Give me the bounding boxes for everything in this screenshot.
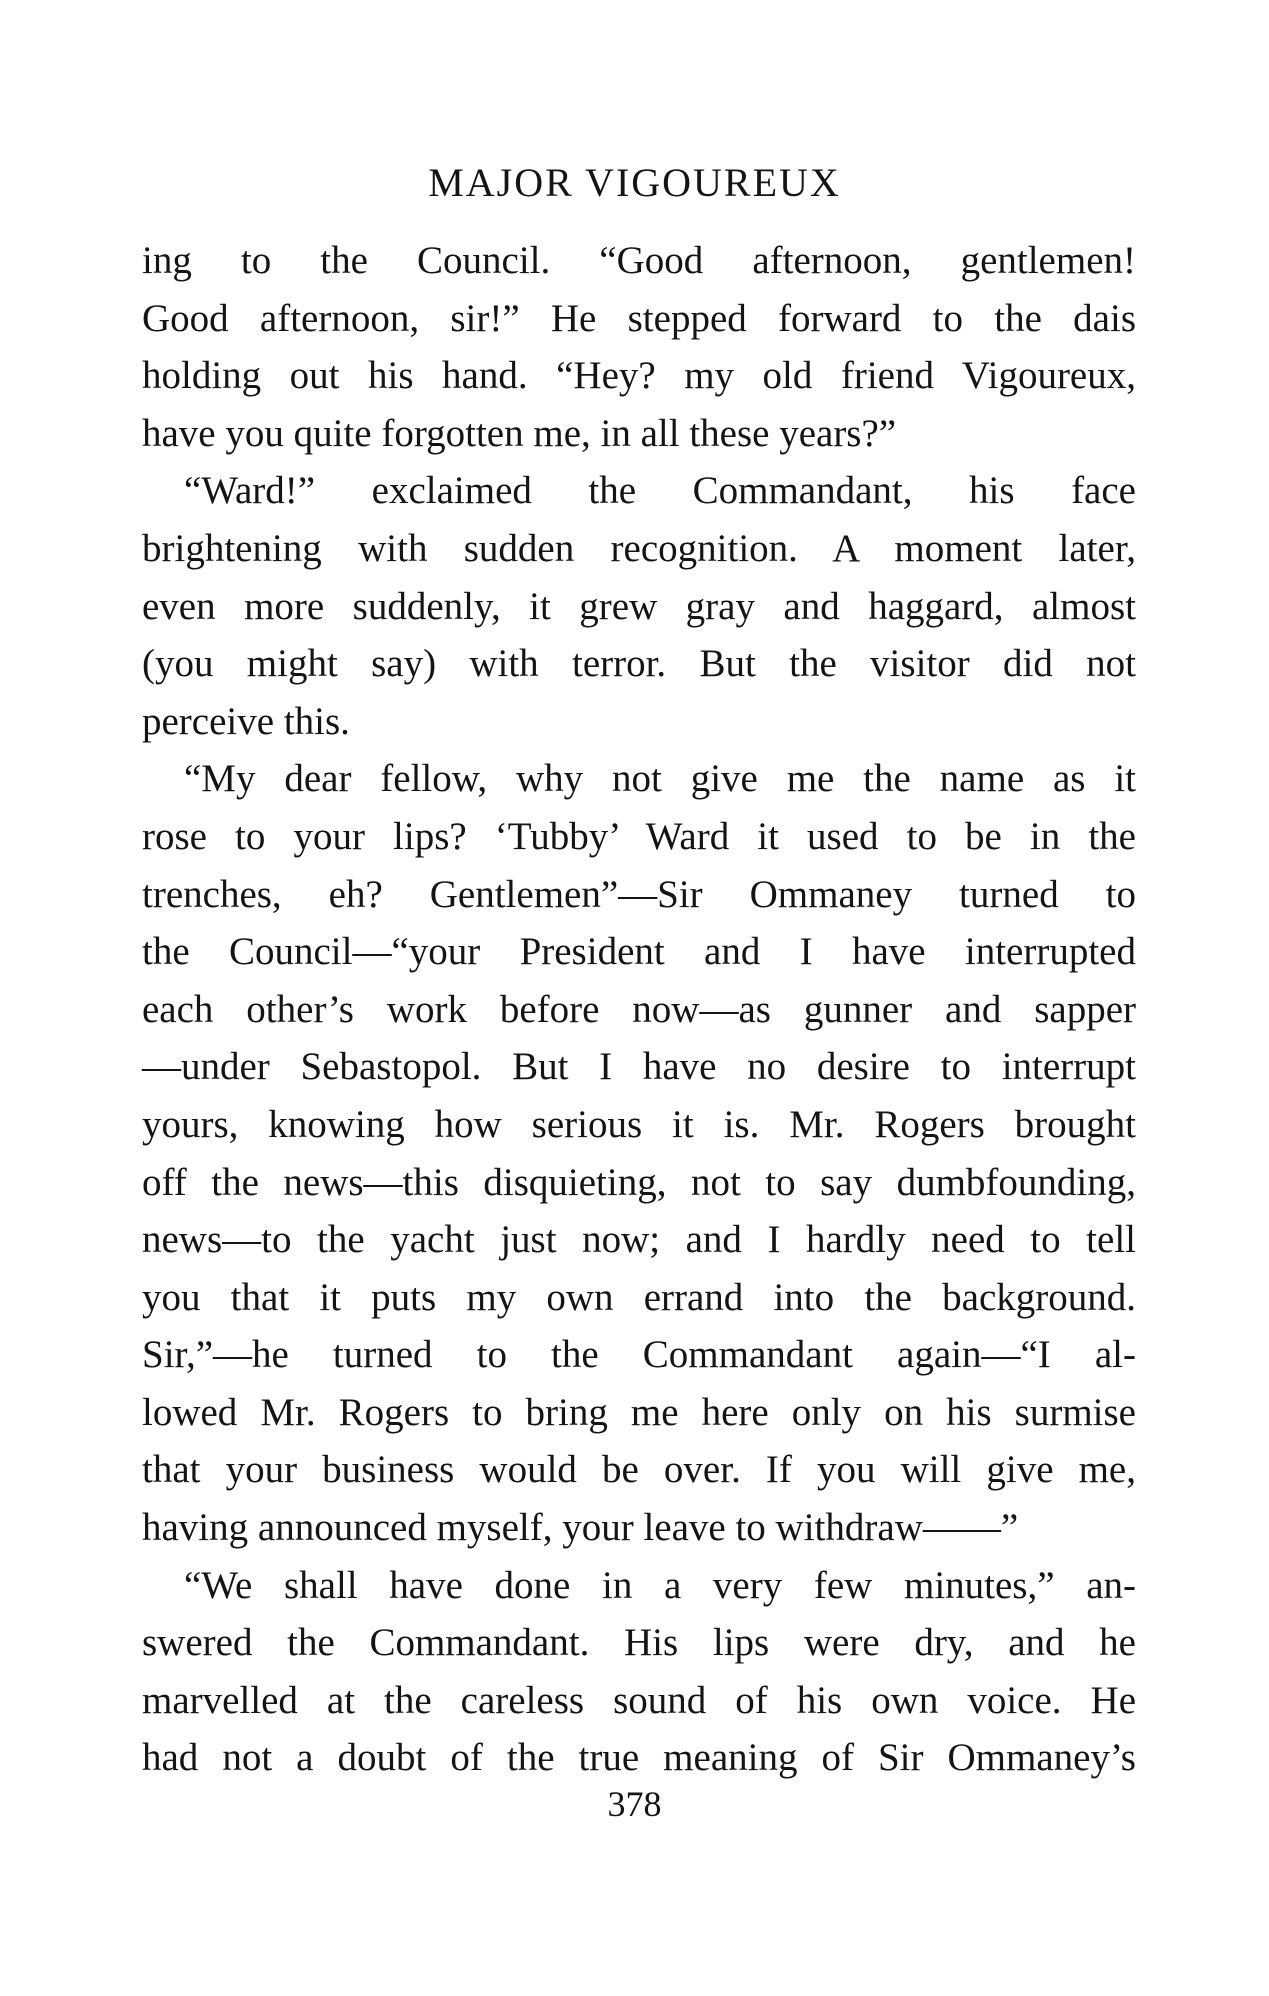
text-line: each other’s work before now—as gunner and sapper (142, 987, 1136, 1031)
text-line: swered the Commandant. His lips were dry, and he (142, 1621, 1136, 1665)
text-line: had not a doubt of the true meaning of Sir Ommaney’s (142, 1736, 1136, 1780)
text-line: Good afternoon, sir!” He stepped forward to the dais (142, 296, 1136, 340)
text-line: lowed Mr. Rogers to bring me here only on his surmise (142, 1390, 1136, 1434)
text-line: you that it puts my own errand into the background. (142, 1275, 1136, 1319)
text-line: news—to the yacht just now; and I hardly need to tell (142, 1218, 1136, 1262)
text-line: “We shall have done in a very few minutes,” an- (184, 1563, 1136, 1607)
text-line: rose to your lips? ‘Tubby’ Ward it used to be in the (142, 814, 1136, 858)
text-line: ing to the Council. “Good afternoon, gentlemen! (142, 239, 1136, 282)
text-line: marvelled at the careless sound of his own voice. He (142, 1678, 1136, 1722)
body-text (142, 232, 1136, 1787)
text-line: “Ward!” exclaimed the Commandant, his face (184, 469, 1136, 513)
text-line: the Council—“your President and I have interrupted (142, 930, 1136, 974)
text-line: brightening with sudden recognition. A moment later, (142, 526, 1136, 570)
text-line: Sir,”—he turned to the Commandant again—“I al- (142, 1333, 1136, 1377)
text-line: that your business would be over. If you will give me, (142, 1448, 1136, 1492)
text-line: —under Sebastopol. But I have no desire to interrupt (142, 1045, 1136, 1089)
text-line: “My dear fellow, why not give me the name as it (184, 757, 1136, 801)
page-number: 378 (607, 1784, 662, 1824)
text-line: holding out his hand. “Hey? my old friend Vigoureux, (142, 354, 1136, 398)
text-line: even more suddenly, it grew gray and haggard, almost (142, 584, 1136, 628)
running-head: MAJOR VIGOUREUX (428, 160, 841, 205)
text-line: (you might say) with terror. But the visitor did not (142, 642, 1136, 686)
text-line: perceive this. (142, 699, 350, 743)
text-line: having announced myself, your leave to withdraw——” (142, 1506, 1019, 1550)
text-line: have you quite forgotten me, in all these years?” (142, 411, 897, 455)
text-line: off the news—this disquieting, not to say dumbfounding, (142, 1160, 1136, 1204)
text-line: yours, knowing how serious it is. Mr. Rogers brought (142, 1102, 1136, 1146)
text-line: trenches, eh? Gentlemen”—Sir Ommaney turned to (142, 872, 1136, 916)
